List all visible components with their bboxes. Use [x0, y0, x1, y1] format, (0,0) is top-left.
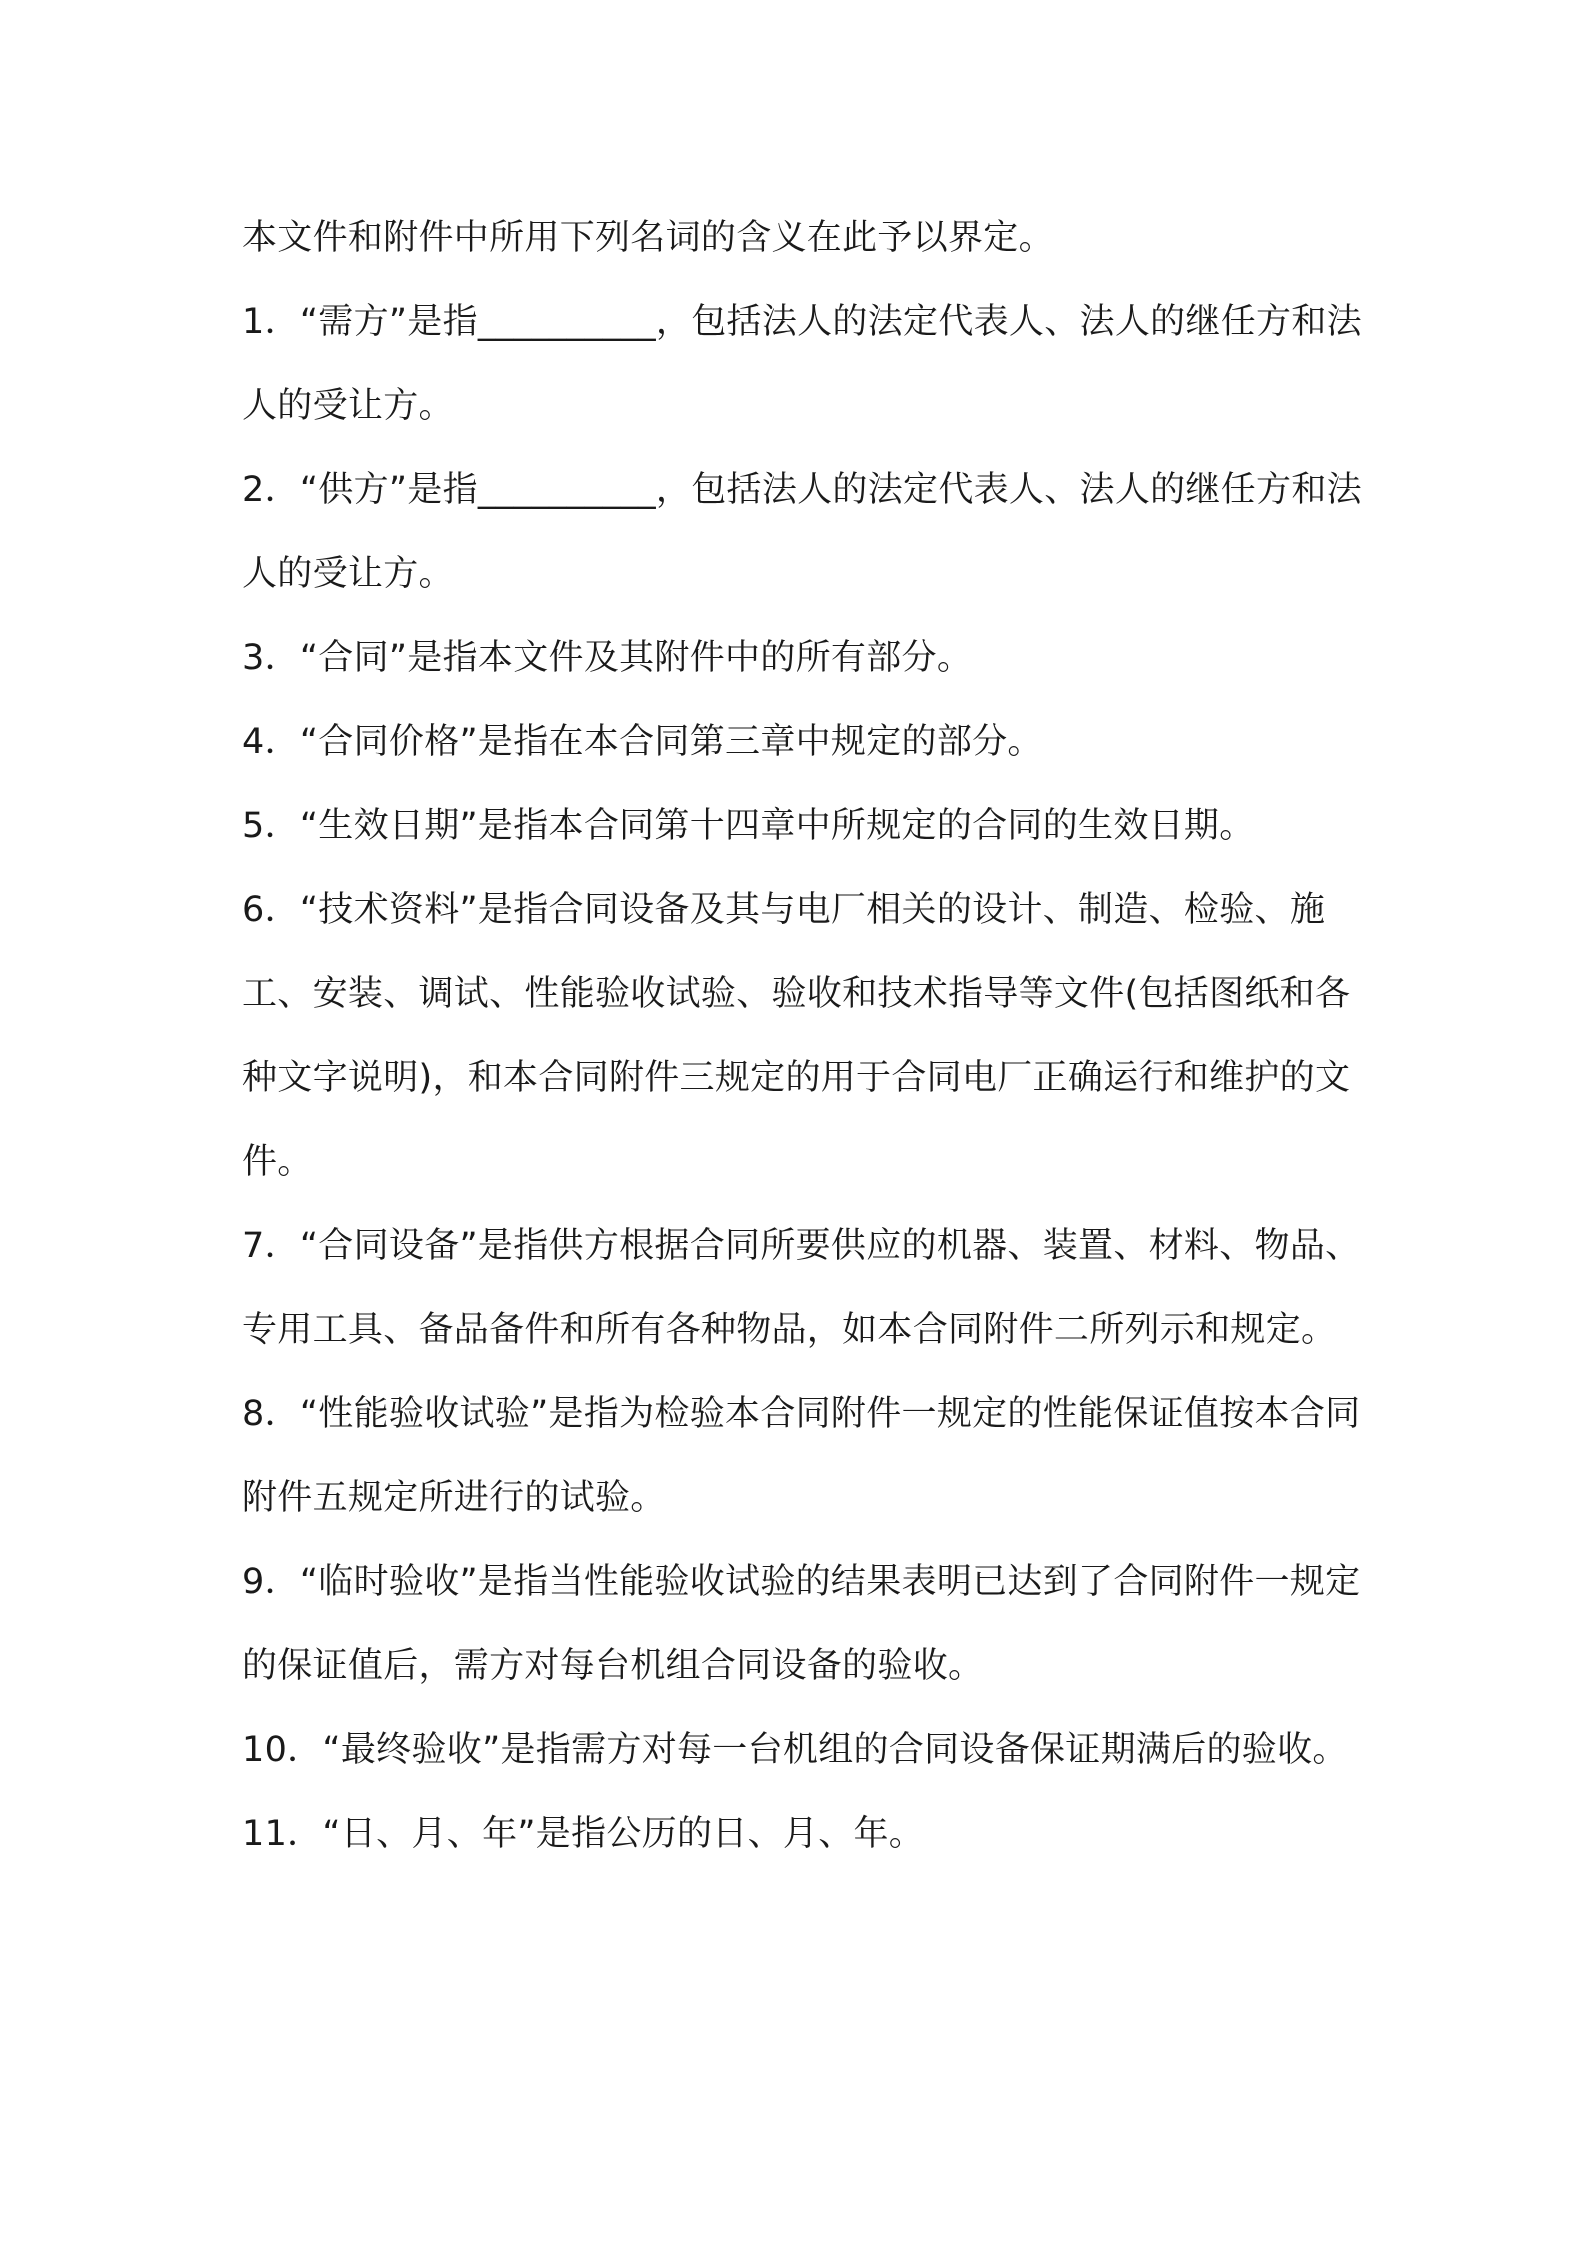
clause-3: 3．“合同”是指本文件及其附件中的所有部分。 [242, 638, 973, 678]
clause-2: 2．“供方”是指__________，包括法人的法定代表人、法人的继任方和法人的受让方。 [242, 470, 1362, 594]
document-body [242, 196, 1362, 1876]
clause-4: 4．“合同价格”是指在本合同第三章中规定的部分。 [242, 722, 1043, 762]
clause-1: 1．“需方”是指__________，包括法人的法定代表人、法人的继任方和法人的受让方。 [242, 302, 1362, 426]
intro-paragraph: 本文件和附件中所用下列名词的含义在此予以界定。 [242, 218, 1054, 258]
clause-9: 9．“临时验收”是指当性能验收试验的结果表明已达到了合同附件一规定的保证值后，需方对每台机组合同设备的验收。 [242, 1562, 1361, 1686]
clause-10: 10．“最终验收”是指需方对每一台机组的合同设备保证期满后的验收。 [242, 1730, 1348, 1770]
clause-5: 5．“生效日期”是指本合同第十四章中所规定的合同的生效日期。 [242, 806, 1255, 846]
clause-8: 8．“性能验收试验”是指为检验本合同附件一规定的性能保证值按本合同附件五规定所进行的试验。 [242, 1394, 1361, 1518]
clause-7: 7．“合同设备”是指供方根据合同所要供应的机器、装置、材料、物品、专用工具、备品备件和所有各种物品，如本合同附件二所列示和规定。 [242, 1226, 1361, 1350]
clause-11: 11．“日、月、年”是指公历的日、月、年。 [242, 1814, 925, 1854]
clause-6: 6．“技术资料”是指合同设备及其与电厂相关的设计、制造、检验、施工、安装、调试、性能验收试验、验收和技术指导等文件(包括图纸和各种文字说明)，和本合同附件三规定的用于合同电厂正确运行和维护的文件。 [242, 890, 1351, 1182]
